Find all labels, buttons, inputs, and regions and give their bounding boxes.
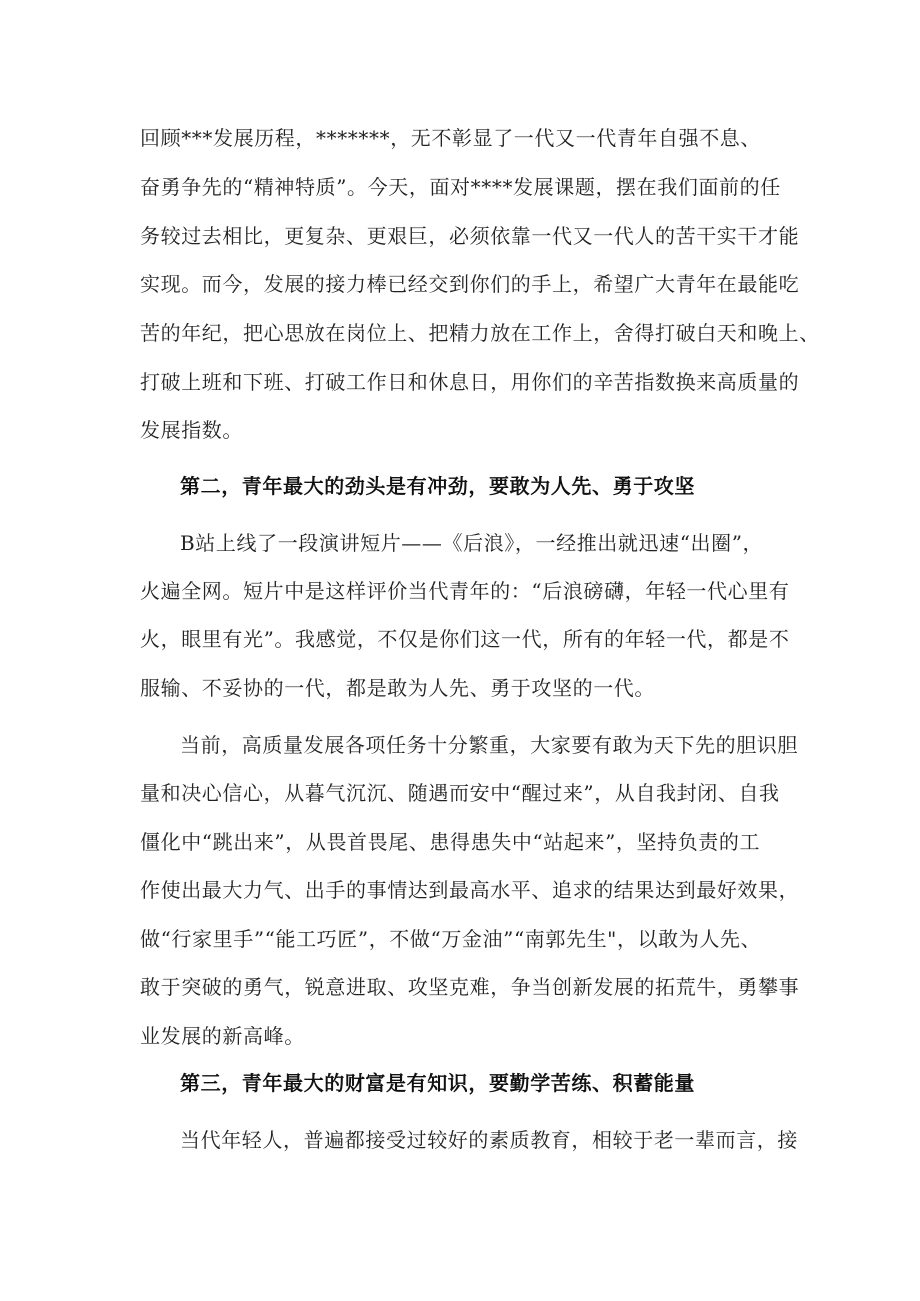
paragraph-line: 回顾***发展历程，*******，无不彰显了一代又一代青年自强不息、 [140,126,761,150]
section-heading: 第二，青年最大的劲头是有冲劲，要敢为人先、勇于攻坚 [180,474,695,498]
paragraph-line: 实现。而今，发展的接力棒已经交到你们的手上，希望广大青年在最能吃 [140,272,800,296]
paragraph-line: 僵化中“跳出来”，从畏首畏尾、患得患失中“站起来”，坚持负责的工 [140,830,761,854]
paragraph-line: 火，眼里有光”。我感觉，不仅是你们这一代，所有的年轻一代，都是不 [140,627,790,651]
paragraph-line: 量和决心信心，从暮气沉沉、随遇而安中“醒过来”，从自我封闭、自我 [140,781,780,805]
paragraph-line: 服输、不妥协的一代，都是敢为人先、勇于攻坚的一代。 [140,676,655,700]
paragraph-line: 作使出最大力气、出手的事情达到最高水平、追求的结果达到最好效果， [140,878,800,902]
paragraph-line: 打破上班和下班、打破工作日和休息日，用你们的辛苦指数换来高质量的 [140,370,800,394]
paragraph-line: 业发展的新高峰。 [140,1024,305,1048]
paragraph-line: 务较过去相比，更复杂、更艰巨，必须依靠一代又一代人的苦干实干才能 [140,224,800,248]
paragraph-line: 火遍全网。短片中是这样评价当代青年的：“后浪磅礴，年轻一代心里有 [140,579,790,603]
paragraph-line: B站上线了一段演讲短片——《后浪》，一经推出就迅速“出圈”， [180,531,764,555]
paragraph-line: 做“行家里手”“能工巧匠”，不做“万金油”“南郭先生"，以敢为人先、 [140,927,762,951]
paragraph-line: 敢于突破的勇气，锐意进取、攻坚克难，争当创新发展的拓荒牛，勇攀事 [140,975,800,999]
paragraph-line: 发展指数。 [140,418,243,442]
paragraph-line: 当前，高质量发展各项任务十分繁重，大家要有敢为天下先的胆识胆 [180,733,798,757]
paragraph-line: 当代年轻人，普遍都接受过较好的素质教育，相较于老一辈而言，接 [180,1128,798,1152]
paragraph-line: 奋勇争先的“精神特质”。今天，面对****发展课题，摆在我们面前的任 [140,175,781,199]
paragraph-line: 苦的年纪，把心思放在岗位上、把精力放在工作上，舍得打破白天和晚上、 [140,321,820,345]
section-heading: 第三，青年最大的财富是有知识，要勤学苦练、积蓄能量 [180,1071,695,1095]
